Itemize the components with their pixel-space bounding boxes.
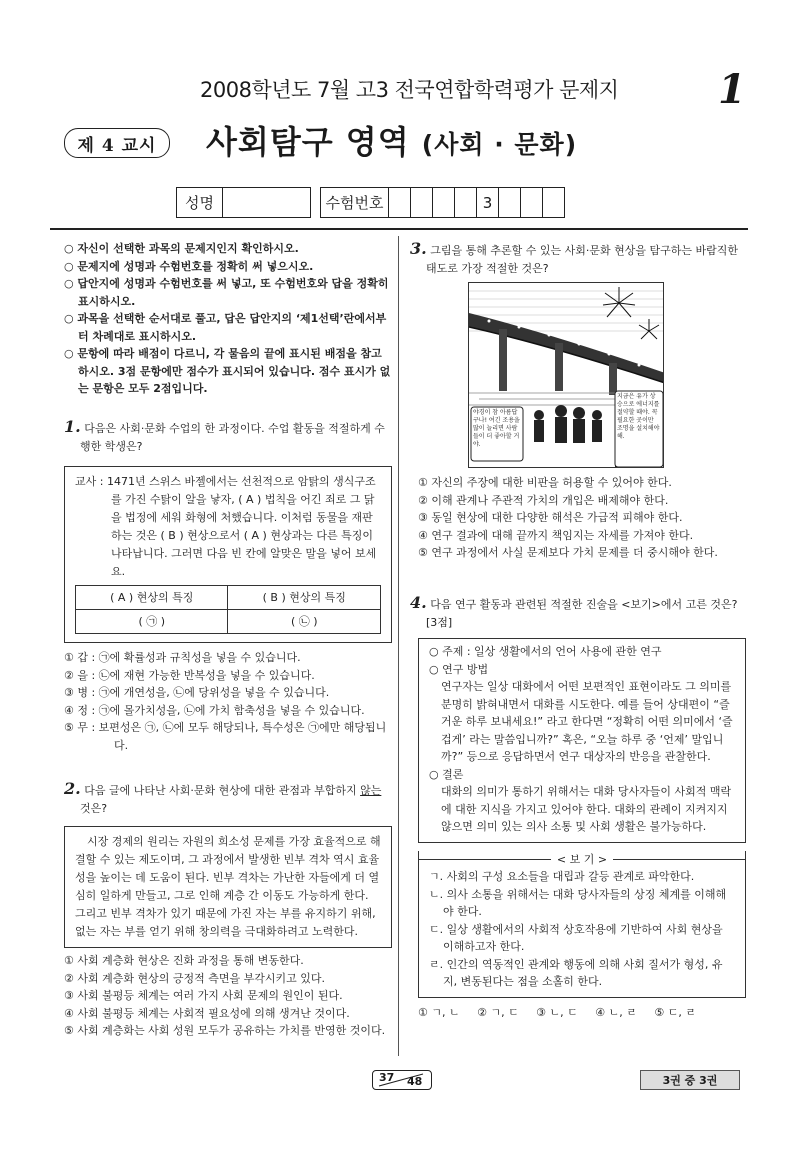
question-4-number: 4. (410, 593, 427, 612)
exam-number-digit[interactable] (389, 188, 411, 218)
exam-number-digit[interactable] (455, 188, 477, 218)
answer-option[interactable]: ① 사회 계층화 현상은 진화 과정을 통해 변동한다. (64, 954, 304, 967)
speech-text-left: 야경이 참 아름답구나! 여긴 조용을 많이 늘리면 사람들이 더 좋아할 거야. (473, 409, 520, 448)
question-3-options (418, 474, 748, 562)
speech-text-right: 지금은 유가 상승으로 에너지를 절약할 때야. 꼭 필요한 곳이만 조명을 설치해야 해. (617, 393, 660, 440)
exam-number-digit[interactable] (433, 188, 455, 218)
page-number: 1 (718, 66, 746, 113)
feature-table (75, 585, 381, 634)
research-topic: ○ 주제 : 일상 생활에서의 언어 사용에 관한 연구 (429, 645, 662, 658)
identity-table (176, 187, 565, 218)
research-result-heading: ○ 결론 (429, 767, 464, 781)
question-3-stem (410, 240, 746, 278)
answer-option[interactable]: ④ 사회 불평등 체계는 사회적 필요성에 의해 생겨난 것이다. (64, 1006, 350, 1020)
question-1-text: 다음은 사회·문화 수업의 한 과정이다. 수업 활동을 적절하게 수행한 학생은? (80, 422, 385, 453)
bogi-header (419, 851, 745, 869)
page-current: 37 (379, 1071, 395, 1084)
question-1-passage (64, 466, 392, 643)
page-total: 48 (407, 1075, 423, 1088)
question-4-stem (410, 594, 746, 632)
research-passage (418, 638, 746, 843)
area-subject: (사회 · 문화) (421, 130, 578, 159)
answer-option[interactable]: ⑤ 연구 과정에서 사실 문제보다 가치 문제를 더 중시해야 한다. (418, 546, 718, 559)
header-divider (50, 228, 748, 230)
answer-option[interactable]: ① 갑 : ㉠에 확률성과 규칙성을 넣을 수 있습니다. (64, 651, 301, 664)
question-2-negation: 않는 (360, 784, 382, 797)
answer-option[interactable]: ③ 동일 현상에 대한 다양한 해석은 가급적 피해야 한다. (418, 511, 683, 524)
exam-header-title: 2008학년도 7월 고3 전국연합학력평가 문제지 (200, 78, 619, 102)
question-1-options (64, 649, 392, 754)
question-3-text: 그림을 통해 추론할 수 있는 사회·문화 현상을 탐구하는 바람직한 태도로 가장 적절한 것은? (426, 244, 738, 275)
bogi-item: ㄱ. 사회의 구성 요소들을 대립과 갈등 관계로 파악한다. (429, 870, 695, 883)
table-cell-b: ( ㉡ ) (228, 610, 381, 634)
instruction-item: ○ 과목을 선택한 순서대로 풀고, 답은 답안지의 ‘제1선택’란에서부터 차례대로 표시하시오. (64, 312, 387, 343)
exam-number-digit[interactable] (521, 188, 543, 218)
question-1-number: 1. (64, 417, 81, 436)
name-field[interactable] (223, 188, 311, 218)
column-divider (398, 236, 399, 1056)
exam-number-digit[interactable] (411, 188, 433, 218)
bogi-box (418, 851, 746, 998)
question-3-number: 3. (410, 239, 427, 258)
area-main: 사회탐구 영역 (206, 123, 410, 161)
exam-number-label: 수험번호 (321, 188, 389, 218)
instructions-list (64, 240, 392, 398)
question-1-stem (64, 418, 392, 456)
bogi-item: ㄴ. 의사 소통을 위해서는 대화 당사자들의 상징 체계를 이해해야 한다. (429, 887, 727, 918)
question-2-number: 2. (64, 779, 81, 798)
answer-option[interactable]: ① 자신의 주장에 대한 비판을 허용할 수 있어야 한다. (418, 476, 672, 489)
subject-area-title (206, 117, 577, 163)
research-result: 대화의 의미가 통하기 위해서는 대화 당사자들이 사회적 맥락에 대한 지식을 가지고 있어야 한다. 대화의 관례이 지켜지지 않으면 의미 있는 의사 소통 및 사회 생활은 불가능하다. (441, 785, 732, 833)
bogi-item: ㄹ. 인간의 역동적인 관계와 행동에 의해 사회 질서가 형성, 유지, 변동된다는 점을 소홀히 한다. (429, 957, 723, 988)
volume-indicator: 3권 중 3권 (640, 1070, 740, 1090)
answer-option[interactable]: ③ 사회 불평등 체계는 여러 가지 사회 문제의 원인이 된다. (64, 989, 343, 1002)
question-2 (64, 780, 392, 1040)
bridge-night-illustration (468, 282, 664, 468)
question-2-passage: 시장 경제의 원리는 자원의 희소성 문제를 가장 효율적으로 해결할 수 있는 제도이며, 그 과정에서 발생한 빈부 격차 역시 효율성을 높이는 데 도움이 된다. 빈부 격차는 가난한 자들에게 더 열심히 일하게 만들고, 그로 인해 계층 간 이동도 가능하게 한다. 그리고 빈부 격차가 있기 때문에 가진 자는 부를 유지하기 위해, 없는 자는 부를 얻기 위해 창의력을 극대화하려고 노력한다. (64, 826, 392, 948)
table-header-b: ( B ) 현상의 특징 (228, 586, 381, 610)
bogi-title: < 보 기 > (556, 852, 608, 866)
instruction-item: ○ 문제지에 성명과 수험번호를 정확히 써 넣으시오. (64, 259, 314, 273)
instruction-item: ○ 문항에 따라 배점이 다르니, 각 물음의 끝에 표시된 배점을 참고하시오. 3점 문항에만 점수가 표시되어 있습니다. 점수 표시가 없는 문항은 모두 2점입니다. (64, 347, 391, 395)
question-4 (410, 594, 746, 1021)
answer-option[interactable]: ⑤ 무 : 보편성은 ㉠, ㉡에 모두 해당되나, 특수성은 ㉠에만 해당됩니다. (64, 721, 387, 752)
answer-option[interactable]: ④ 정 : ㉠에 몰가치성을, ㉡에 가치 함축성을 넣을 수 있습니다. (64, 703, 365, 717)
question-1 (64, 418, 392, 754)
question-3 (410, 240, 746, 278)
question-2-options (64, 952, 392, 1040)
answer-option[interactable]: ② 이해 관계나 주관적 가치의 개입은 배제해야 한다. (418, 493, 669, 507)
answer-option[interactable]: ⑤ 사회 계층화는 사회 성원 모두가 공유하는 가치를 반영한 것이다. (64, 1024, 386, 1037)
name-label: 성명 (177, 188, 223, 218)
research-method-heading: ○ 연구 방법 (429, 662, 489, 676)
teacher-dialogue: 교사 : 1471년 스위스 바젤에서는 선천적으로 암탉의 생식구조를 가진 수탉이 알을 낳자, ( A ) 법칙을 어긴 죄로 그 닭을 법정에 세워 화형에 처했습니다. 이처럼 동물을 재판하는 것은 ( B ) 현상으로서 ( A ) 현상과는 다른 특징이 나타납니다. 그러면 다음 빈 칸에 알맞은 말을 넣어 보세요. (75, 475, 377, 578)
table-header-a: ( A ) 현상의 특징 (76, 586, 228, 610)
question-4-options[interactable]: ① ㄱ, ㄴ ② ㄱ, ㄷ ③ ㄴ, ㄷ ④ ㄴ, ㄹ ⑤ ㄷ, ㄹ (418, 1005, 696, 1019)
answer-option[interactable]: ② 을 : ㉡에 재현 가능한 반복성을 넣을 수 있습니다. (64, 668, 315, 682)
instruction-item: ○ 자신이 선택한 과목의 문제지인지 확인하시오. (64, 242, 299, 255)
exam-number-digit[interactable]: 3 (477, 188, 499, 218)
bogi-item: ㄷ. 일상 생활에서의 사회적 상호작용에 기반하여 사회 현상을 이해하고자 한다. (429, 922, 723, 953)
page-indicator (372, 1070, 432, 1090)
exam-number-digit[interactable] (499, 188, 521, 218)
answer-option[interactable]: ④ 연구 결과에 대해 끝까지 책임지는 자세를 가져야 한다. (418, 528, 694, 542)
question-2-text: 다음 글에 나타난 사회·문화 현상에 대한 관점과 부합하지 (84, 784, 361, 797)
exam-number-digit[interactable] (543, 188, 565, 218)
question-2-stem: 2. 다음 글에 나타난 사회·문화 현상에 대한 관점과 부합하지 않는 것은? (64, 779, 382, 815)
answer-option[interactable]: ③ 병 : ㉠에 개연성을, ㉡에 당위성을 넣을 수 있습니다. (64, 686, 330, 699)
research-method: 연구자는 일상 대화에서 어떤 보편적인 표현이라도 그 의미를 분명히 밝혀내면서 대화를 시도한다. 예를 들어 상대편이 “즐거운 하루 보내세요!” 라고 한다면 “정확히 어떤 의미에서 ‘즐겁게’ 라는 말씀입니까?” 혹은, “오늘 하루 중 ‘언제’ 말입니까?” 등으로 응답하면서 연구 대상자의 반응을 관찰한다. (441, 680, 733, 763)
question-4-text: 다음 연구 활동과 관련된 적절한 진술을 <보기>에서 고른 것은? [3점] (426, 598, 738, 629)
instruction-item: ○ 답안지에 성명과 수험번호를 써 넣고, 또 수험번호와 답을 정확히 표시하시오. (64, 277, 389, 308)
answer-option[interactable]: ② 사회 계층화 현상의 긍정적 측면을 부각시키고 있다. (64, 971, 325, 985)
table-cell-a: ( ㉠ ) (76, 610, 228, 634)
session-badge: 제 4 교시 (64, 128, 170, 158)
